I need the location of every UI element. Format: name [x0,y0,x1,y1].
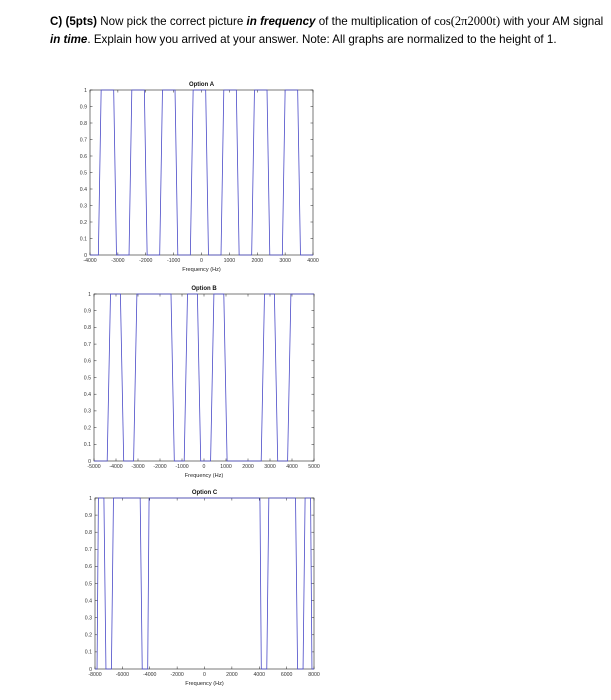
y-tick-label: 1 [84,87,87,94]
x-tick-label: -3000 [131,464,145,470]
question-text-1: Now pick the correct picture [100,15,244,28]
x-tick-label: -8000 [88,672,102,678]
emphasis-in-frequency: in frequency [246,15,316,28]
question-points: (5pts) [65,15,98,28]
x-tick-label: 0 [202,464,206,470]
y-tick-label: 0.4 [84,598,92,605]
y-tick-label: 0.5 [84,581,92,588]
math-cos-expression: cos(2π2000t) [434,14,501,28]
x-tick-label: 1000 [220,464,232,470]
y-tick-label: 0.4 [83,392,91,398]
y-tick-label: 0 [88,458,91,465]
plot-frame [95,498,314,669]
y-tick-label: 0.3 [79,203,87,210]
y-tick-label: 0.6 [84,564,92,571]
question-label: C) [50,15,63,28]
x-tick-label: 5000 [308,464,320,470]
x-tick-label: 4000 [286,464,298,470]
y-tick-label: 0.9 [83,308,91,315]
x-tick-label: 2000 [242,464,254,470]
y-tick-label: 0.9 [79,104,87,111]
x-tick-label: 8000 [308,672,320,678]
y-tick-label: 0.9 [84,512,92,519]
x-tick-label: -5000 [87,464,101,470]
y-tick-label: 0.7 [84,547,92,554]
y-tick-label: 0.4 [79,186,87,193]
y-tick-label: 0 [84,252,87,259]
y-tick-label: 0.5 [79,170,87,177]
y-tick-label: 0.2 [79,219,87,226]
x-tick-label: 0 [203,672,206,678]
x-tick-label: 2000 [251,258,264,264]
y-tick-label: 0.3 [84,615,92,622]
y-tick-label: 0.1 [79,236,87,243]
x-tick-label: -4000 [83,258,97,264]
x-tick-label: -6000 [115,672,130,678]
x-tick-label: -4000 [109,464,123,470]
y-tick-label: 0.7 [83,341,91,348]
plot-option-b [84,286,320,479]
y-tick-label: 0.3 [83,408,91,415]
question-text-3: with your AM signal [503,15,604,28]
x-tick-label: -1000 [175,464,189,470]
x-tick-label: 2000 [226,672,238,678]
x-tick-label: -4000 [143,672,157,678]
x-tick-label: -3000 [111,258,125,264]
x-tick-label: -2000 [170,672,184,678]
y-tick-label: 0.7 [79,137,87,144]
y-tick-label: 0.6 [79,153,87,160]
x-axis-label: Frequency (Hz) [185,681,224,687]
y-tick-label: 0.6 [83,358,91,365]
y-tick-label: 0.1 [83,442,91,449]
x-tick-label: 4000 [253,672,266,678]
plot-frame [94,294,314,461]
plot-option-a [80,82,319,273]
plot-frame [90,90,313,255]
x-axis-label: Frequency (Hz) [184,473,224,479]
x-tick-label: -1000 [166,258,181,264]
plot-title: Option B [191,286,217,292]
x-tick-label: 3000 [279,258,291,264]
x-tick-label: 0 [200,258,203,264]
y-tick-label: 0.8 [83,325,91,332]
y-tick-label: 0.2 [83,425,91,432]
plot-title: Option C [191,490,218,496]
y-tick-label: 0.8 [79,120,87,127]
y-tick-label: 1 [89,495,92,502]
x-tick-label: -2000 [153,464,167,470]
y-tick-label: 0.5 [83,375,91,382]
question-text-4: . Explain how you arrived at your answer. Note: All graphs are normalized to the height of 1. [87,33,557,46]
y-tick-label: 0 [89,666,92,673]
x-tick-label: 6000 [280,672,293,678]
question-text-2: of the multiplication of [318,15,431,28]
y-tick-label: 0.1 [84,649,92,656]
x-tick-label: -2000 [139,258,153,264]
plot-option-c [85,490,320,687]
plot-title: Option A [188,82,215,88]
x-tick-label: 4000 [307,258,319,264]
x-tick-label: 1000 [223,258,236,264]
y-tick-label: 0.2 [84,632,92,639]
x-axis-label: Frequency (Hz) [182,267,221,273]
x-tick-label: 3000 [264,464,276,470]
emphasis-in-time: in time [50,33,88,46]
y-tick-label: 1 [88,291,91,298]
y-tick-label: 0.8 [84,530,92,536]
